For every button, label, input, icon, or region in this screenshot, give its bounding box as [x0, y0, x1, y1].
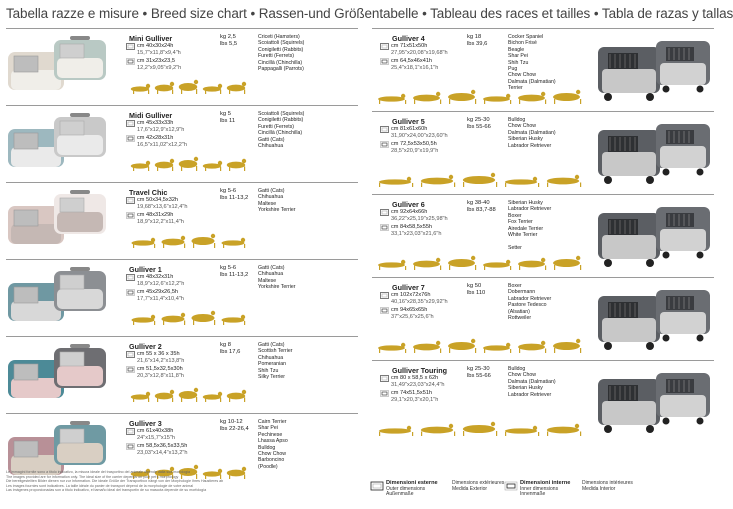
external-dimensions-icon — [380, 375, 389, 382]
breed-silhouettes — [374, 419, 584, 437]
weight-kg: kg 2,5 — [220, 34, 236, 40]
breed-item: Furetti (Ferrets) — [258, 123, 295, 130]
legend-external-label: Dimensioni esterne — [386, 480, 438, 486]
breed-item: Scoiattoli (Squirrels) — [258, 40, 305, 47]
title-fr: Tableau des races et tailles — [430, 6, 591, 21]
breed-item: Conigiletti (Rabbits) — [258, 46, 304, 53]
internal-dimensions-inches: 18,9"x12,2"x11,4"h — [137, 219, 184, 225]
carrier-image — [6, 32, 108, 102]
legend-line: Außenmaße — [386, 491, 414, 498]
external-dimensions: cm 55 x 36 x 35h — [137, 351, 180, 357]
product-row — [6, 182, 358, 259]
title-sep: • — [250, 6, 256, 21]
product-name: Gulliver 7 — [392, 283, 425, 292]
breed-item: Siberian Husky — [508, 385, 543, 392]
weight-lbs: lbs 55-66 — [467, 373, 491, 379]
carrier-image — [6, 263, 108, 333]
breed-item: Cairn Terrier — [258, 419, 287, 425]
breed-silhouettes — [128, 385, 248, 403]
breed-item: White Terrier — [508, 232, 538, 239]
breed-item: Fox Terrier — [508, 219, 533, 226]
product-name: Gulliver 6 — [392, 200, 425, 209]
breed-item: Barboncino — [258, 457, 285, 464]
legend-line: Medida Exterior — [452, 485, 488, 492]
breed-item: Cocker Spaniel — [508, 34, 544, 40]
breed-item: Chow Chow — [508, 372, 536, 379]
breed-item: Boxer — [508, 212, 522, 219]
internal-dimensions: cm 74x51,5x51h — [391, 390, 433, 396]
external-dimensions-icon — [370, 481, 384, 491]
breed-item: Scoiattoli (Squirrels) — [258, 111, 305, 117]
breed-item: Silky Terrier — [258, 374, 285, 381]
breed-item: Dalmata (Dalmatian) — [508, 378, 556, 385]
breed-item: Pappagalli (Parrots) — [258, 66, 304, 73]
disclaimer-line: Le immagini fornite sono a titolo indicativo, la misura ideale del trasportino del animale dipende dalla sua morfologia — [6, 470, 190, 474]
product-row — [372, 194, 714, 277]
product-row — [372, 28, 714, 111]
breed-item: Bulldog — [258, 444, 276, 451]
breed-item: Cincillà (Chinchilla) — [258, 130, 303, 137]
breed-item: Gatti (Cats) — [258, 188, 285, 194]
external-dimensions-icon — [380, 292, 389, 299]
internal-dimensions: cm 64,5x46x41h — [391, 58, 433, 64]
internal-dimensions-icon — [126, 212, 135, 219]
internal-dimensions: cm 48x31x29h — [137, 212, 174, 218]
breed-silhouettes — [128, 77, 248, 95]
carrier-image — [594, 33, 714, 107]
internal-dimensions-icon — [380, 58, 389, 65]
internal-dimensions: cm 58,5x36,5x33,5h — [137, 443, 188, 449]
breed-item: Labrador Retriever — [508, 295, 552, 302]
breed-item: Bulldog — [508, 117, 526, 123]
external-dimensions: cm 61x40x38h — [137, 428, 174, 434]
breed-item: Pastore Tedesco — [508, 302, 547, 309]
breed-list — [258, 265, 295, 291]
breed-item: Shar Pei — [508, 53, 528, 60]
external-dimensions-icon — [380, 209, 389, 216]
internal-dimensions-icon — [380, 390, 389, 397]
breed-list — [258, 342, 293, 380]
breed-item: Conigiletti (Rabbits) — [258, 117, 304, 124]
weight-kg: kg 5 — [220, 111, 231, 117]
weight-lbs: lbs 11-13,2 — [220, 272, 249, 278]
legend-line: Inner dimensions — [520, 485, 559, 492]
external-dimensions-inches: 21,6"x14,2"x13,8"h — [137, 358, 185, 364]
left-column — [6, 28, 358, 490]
breed-item: Airedale Terrier — [508, 225, 544, 232]
internal-dimensions-icon — [126, 443, 135, 450]
breed-list — [258, 34, 304, 72]
weight-kg: kg 8 — [220, 342, 231, 348]
title-it: Tabella razze e misure — [6, 6, 139, 21]
breed-silhouettes — [128, 154, 248, 172]
carrier-image — [6, 186, 108, 256]
external-dimensions-inches: 31,90"x24,00"x23,60"h — [391, 133, 448, 139]
legend-line: Medida Interior — [582, 485, 616, 492]
internal-dimensions-icon — [380, 224, 389, 231]
external-dimensions-icon — [126, 351, 135, 358]
breed-item: Pechinese — [258, 431, 283, 438]
breed-item: Pomeranian — [258, 361, 286, 368]
weight-lbs: lbs 11-13,2 — [220, 195, 249, 201]
external-dimensions: cm 40x30x24h — [137, 43, 174, 49]
breed-item: Gatti (Cats) — [258, 265, 285, 271]
external-dimensions-inches: 40,16"x28,35"x29,92"h — [391, 299, 448, 305]
weight-lbs: lbs 11 — [220, 118, 236, 124]
external-dimensions-inches: 36,22"x25,19"x25,98"h — [391, 216, 448, 222]
internal-dimensions-icon — [126, 135, 135, 142]
breed-item: Chow Chow — [508, 72, 536, 79]
breed-item: Lhassa Apso — [258, 438, 288, 445]
carrier-image — [594, 282, 714, 356]
product-name: Gulliver Touring — [392, 366, 447, 375]
weight-lbs: lbs 39,6 — [467, 41, 488, 47]
disclaimer-line: Die bereitgestellten Bilder dienen nur zur Information. Die ideale Größe der Transportbox hängt von der Morphologie Ihres Haustieres ab — [6, 479, 224, 484]
breed-item: Dalmata (Dalmatian) — [508, 129, 556, 136]
external-dimensions-inches: 24"x15,7"x15"h — [137, 435, 175, 441]
internal-dimensions: cm 42x28x31h — [137, 135, 174, 141]
breed-silhouettes — [374, 253, 584, 271]
legend-line: Innenmaße — [520, 491, 546, 498]
disclaimer-line: Les images fournies sont indicatives. La taille idéale du panier de transport dépend de la morphologie de votre animal — [6, 483, 193, 488]
breed-silhouettes — [374, 170, 584, 188]
internal-dimensions-inches: 12,2"x9,05"x9,2"h — [137, 65, 182, 71]
internal-dimensions-icon — [380, 307, 389, 314]
legend-line: Dimensions intérieures — [582, 480, 633, 486]
external-dimensions-inches: 18,9"x12,6"x12,2"h — [137, 281, 185, 287]
breed-item: Scottish Terrier — [258, 348, 293, 355]
breed-item: Beagle — [508, 46, 525, 53]
external-dimensions: cm 50x34,5x32h — [137, 197, 179, 203]
breed-item: Terrier — [508, 85, 523, 92]
breed-item: Shih Tzu — [258, 367, 279, 374]
internal-dimensions: cm 84x58,5x55h — [391, 224, 433, 230]
carrier-image — [594, 116, 714, 190]
internal-dimensions-inches: 17,7"x11,4"x10,4"h — [137, 296, 184, 302]
product-name: Midi Gulliver — [129, 111, 173, 120]
external-dimensions-inches: 27,95"x20,08"x19,68"h — [391, 50, 448, 56]
title-de: Rassen-und Größentabelle — [258, 6, 419, 21]
internal-dimensions-icon — [504, 481, 518, 491]
breed-item: Bichon Frisé — [508, 40, 537, 47]
internal-dimensions: cm 31x23x23,5 — [137, 58, 175, 64]
weight-lbs: lbs 83,7-88 — [467, 207, 496, 213]
product-row — [6, 105, 358, 182]
breed-list — [258, 419, 288, 470]
product-name: Mini Gulliver — [129, 34, 173, 43]
breed-item: (Poodle) — [258, 463, 278, 470]
carrier-image — [594, 365, 714, 439]
title-sep: • — [593, 6, 599, 21]
breed-item: Labrador Retriever — [508, 391, 552, 398]
internal-dimensions-inches: 20,3"x12,8"x11,8"h — [137, 373, 184, 379]
breed-item: Shih Tzu — [508, 59, 529, 66]
legend-internal-label: Dimensioni interne — [520, 480, 571, 486]
external-dimensions-inches: 19,68"x13,6"x12,4"h — [137, 204, 188, 210]
weight-kg: kg 50 — [467, 283, 482, 289]
breed-silhouettes — [128, 231, 248, 249]
breed-silhouettes — [374, 87, 584, 105]
breed-item: Labrador Retriever — [508, 206, 552, 213]
breed-item: Labrador Retriever — [508, 142, 552, 149]
internal-dimensions-icon — [380, 141, 389, 148]
breed-item: Gatti (Cats) — [258, 136, 285, 143]
weight-lbs: lbs 55-66 — [467, 124, 491, 130]
breed-item: Rottweiler — [508, 315, 532, 322]
breed-item: Siberian Husky — [508, 136, 543, 143]
external-dimensions-icon — [380, 43, 389, 50]
weight-lbs: lbs 5,5 — [220, 41, 238, 47]
breed-item: Cincillà (Chinchilla) — [258, 59, 303, 66]
external-dimensions: cm 102x72x76h — [391, 292, 431, 298]
disclaimer-line: Las imágenes proporcionadas son a título indicativo, el tamaño ideal del transportín de su mascota depende de su morfología — [6, 488, 207, 493]
breed-item: Gatti (Cats) — [258, 342, 285, 348]
external-dimensions-inches: 17,6"x12,9"x12,9"h — [137, 127, 185, 133]
breed-item: Bulldog — [508, 366, 526, 372]
breed-item: Chihuahua — [258, 354, 284, 361]
external-dimensions-icon — [126, 120, 135, 127]
product-name: Gulliver 3 — [129, 419, 162, 428]
internal-dimensions-icon — [126, 366, 135, 373]
breed-list — [508, 283, 551, 321]
breed-item: Boxer — [508, 283, 522, 289]
external-dimensions-icon — [126, 428, 135, 435]
internal-dimensions-inches: 25,4"x18,1"x16,1"h — [391, 65, 439, 71]
breed-item: Yorkshire Terrier — [258, 284, 296, 291]
title-sep: • — [142, 6, 148, 21]
internal-dimensions: cm 45x29x26,5h — [137, 289, 179, 295]
product-name: Gulliver 2 — [129, 342, 162, 351]
breed-item: Setter — [508, 244, 522, 251]
external-dimensions: cm 92x64x66h — [391, 209, 428, 215]
weight-kg: kg 38-40 — [467, 200, 490, 206]
internal-dimensions-inches: 23,03"x14,4"x13,2"h — [137, 450, 188, 456]
carrier-image — [594, 199, 714, 273]
external-dimensions: cm 81x61x60h — [391, 126, 428, 132]
breed-list — [508, 366, 556, 398]
breed-item: Maltese — [258, 200, 277, 207]
breed-item: Shar Pei — [258, 425, 278, 432]
breed-silhouettes — [374, 336, 584, 354]
external-dimensions: cm 71x51x50h — [391, 43, 428, 49]
external-dimensions-icon — [126, 197, 135, 204]
external-dimensions-inches: 31,49"x23,03"x24,4"h — [391, 382, 445, 388]
weight-lbs: lbs 17,6 — [220, 349, 241, 355]
external-dimensions: cm 80 x 58,5 x 62h — [391, 375, 439, 381]
weight-kg: kg 10-12 — [220, 419, 243, 425]
product-row — [6, 28, 358, 105]
breed-item: Criceti (Hamsters) — [258, 34, 300, 40]
weight-lbs: lbs 22-26,4 — [220, 426, 249, 432]
page-title — [6, 6, 733, 21]
breed-item: Maltese — [258, 277, 277, 284]
breed-item: Pug — [508, 66, 518, 73]
breed-item: Dalmata (Dalmatian) — [508, 78, 556, 85]
weight-kg: kg 5-6 — [220, 188, 237, 194]
breed-item: (Alsatian) — [508, 308, 530, 315]
internal-dimensions: cm 94x65x65h — [391, 307, 428, 313]
product-row — [372, 111, 714, 194]
product-row — [372, 360, 714, 443]
carrier-image — [6, 340, 108, 410]
weight-kg: kg 25-30 — [467, 117, 490, 123]
product-name: Gulliver 5 — [392, 117, 425, 126]
internal-dimensions-inches: 33,1"x23,03"x21,6"h — [391, 231, 442, 237]
breed-item: Dobermann — [508, 289, 536, 296]
legend-line: Dimensions extérieures — [452, 480, 505, 486]
breed-item: Chow Chow — [508, 123, 536, 130]
internal-dimensions-inches: 28,5"x20,9"x19,9"h — [391, 148, 439, 154]
weight-kg: kg 25-30 — [467, 366, 490, 372]
breed-list — [258, 111, 304, 149]
breed-list — [258, 188, 295, 214]
breed-item: Furetti (Ferrets) — [258, 53, 295, 60]
breed-list — [508, 117, 556, 149]
title-en: Breed size chart — [150, 6, 247, 21]
breed-item: Chihuahua — [258, 194, 284, 201]
external-dimensions-inches: 15,7"x11,8"x9,4"h — [137, 50, 181, 56]
product-row — [372, 277, 714, 360]
internal-dimensions: cm 51,5x32,5x30h — [137, 366, 183, 372]
legend-line: Outer dimensions — [386, 485, 426, 492]
right-column — [372, 28, 714, 443]
internal-dimensions-inches: 37"x25,6"x25,6"h — [391, 314, 434, 320]
product-name: Travel Chic — [129, 188, 168, 197]
product-name: Gulliver 1 — [129, 265, 162, 274]
carrier-image — [6, 109, 108, 179]
internal-dimensions: cm 72,5x53x50,5h — [391, 141, 437, 147]
product-row — [6, 336, 358, 413]
internal-dimensions-icon — [126, 289, 135, 296]
breed-item: Chow Chow — [258, 451, 286, 458]
weight-kg: kg 5-6 — [220, 265, 237, 271]
breed-item: Chihuahua — [258, 271, 284, 278]
internal-dimensions-inches: 16,5"x11,02"x12,2"h — [137, 142, 188, 148]
external-dimensions: cm 45x33x33h — [137, 120, 174, 126]
weight-lbs: lbs 110 — [467, 290, 486, 296]
product-row — [6, 259, 358, 336]
breed-list — [508, 34, 556, 92]
weight-kg: kg 18 — [467, 34, 482, 40]
breed-item: Siberian Husky — [508, 200, 543, 206]
breed-item: Chihuahua — [258, 143, 284, 150]
title-es: Tabla de razas y tallas — [601, 6, 733, 21]
internal-dimensions-icon — [126, 58, 135, 65]
disclaimer-line: The images provided are for information only. The ideal size of the carrier depends on your pet's morphology — [6, 474, 179, 479]
external-dimensions: cm 48x32x31h — [137, 274, 174, 280]
breed-item: Yorkshire Terrier — [258, 207, 296, 214]
footer-disclaimer — [6, 470, 306, 493]
title-sep: • — [422, 6, 427, 21]
breed-silhouettes — [128, 308, 248, 326]
external-dimensions-icon — [126, 274, 135, 281]
product-name: Gulliver 4 — [392, 34, 425, 43]
breed-list — [508, 200, 551, 251]
internal-dimensions-inches: 29,1"x20,3"x20,1"h — [391, 397, 439, 403]
external-dimensions-icon — [380, 126, 389, 133]
external-dimensions-icon — [126, 43, 135, 50]
